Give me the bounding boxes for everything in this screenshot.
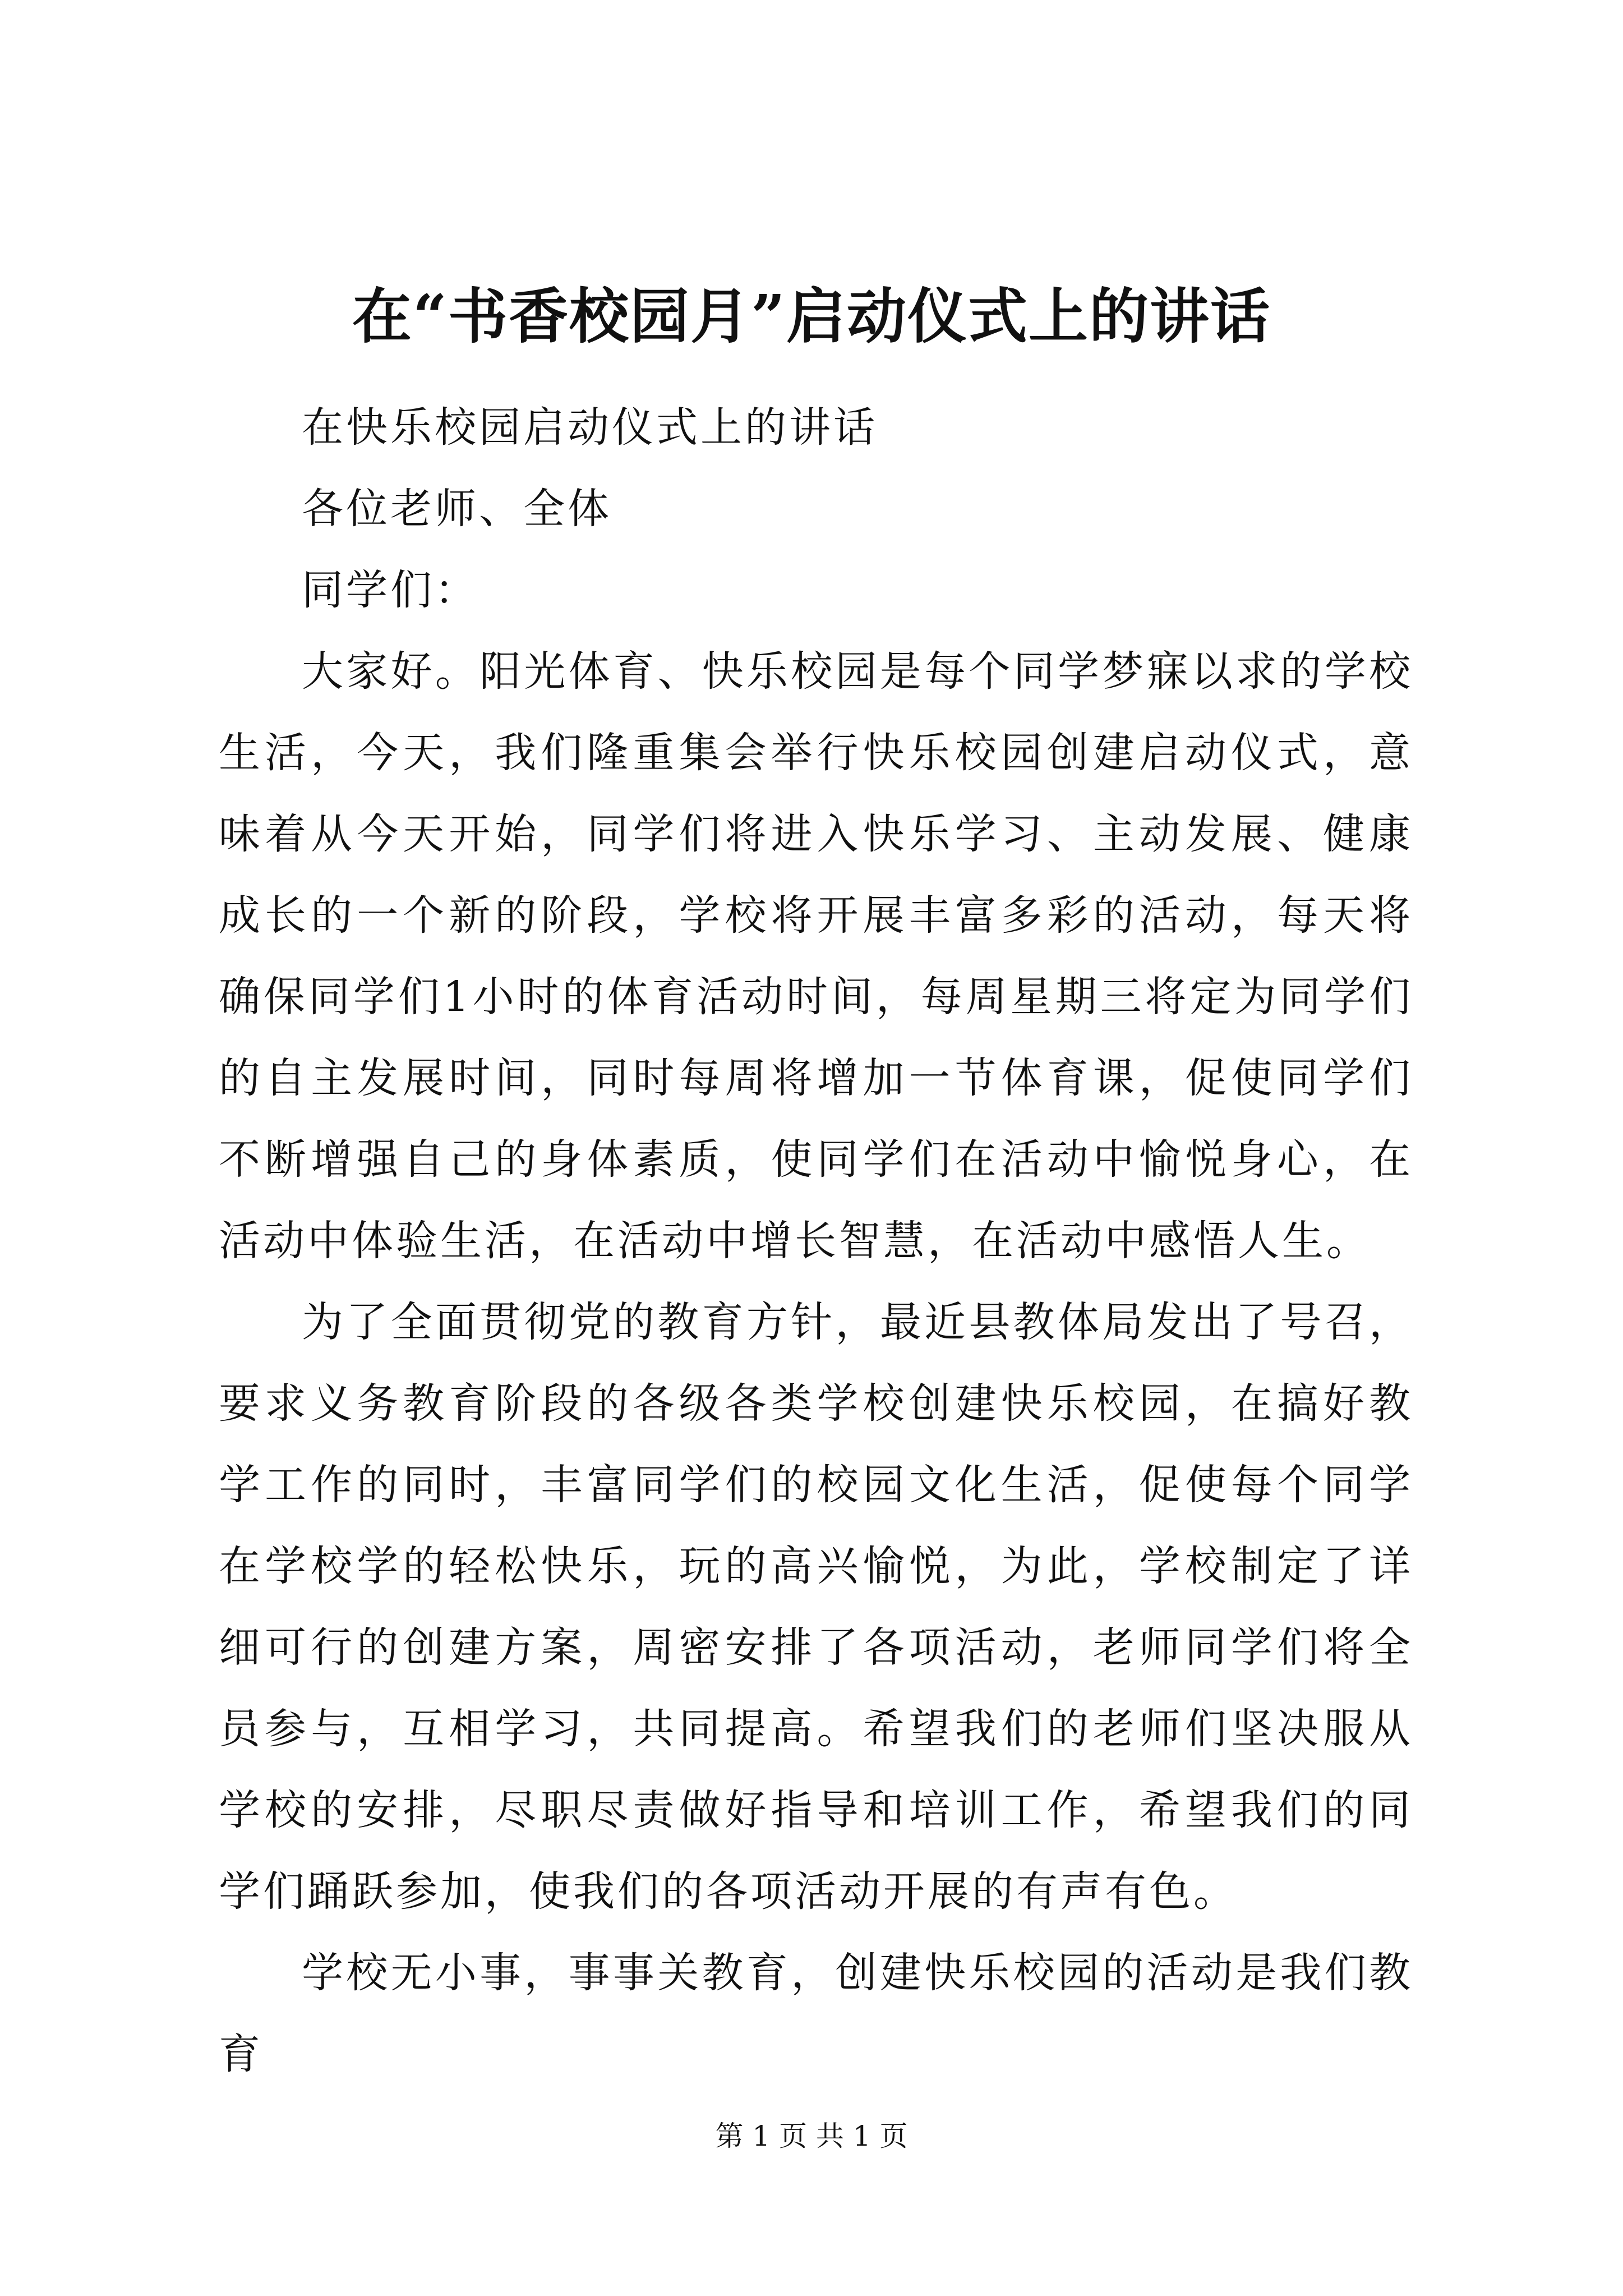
- paragraph-salutation: 各位老师、全体: [302, 485, 612, 533]
- paragraph-body: 大家好。阳光体育、快乐校园是每个同学梦寐以求的学校生活，今天，我们隆重集会举行快乐校园创建启动仪式，意味着从今天开始，同学们将进入快乐学习、主动发展、健康成长的一个新的阶段，学校将开展丰富多彩的活动，每天将确保同学们1小时的体育活动时间，每周星期三将定为同学们的自主发展时间，同时每周将增加一节体育课，促使同学们不断增强自己的身体素质，使同学们在活动中愉悦身心，在活动中体验生活，在活动中增长智慧，在活动中感悟人生。: [219, 647, 1413, 1265]
- paragraph-body: 学校无小事，事事关教育，创建快乐校园的活动是我们教育: [219, 1949, 1413, 2078]
- paragraph-salutation-cont: 同学们：: [302, 566, 479, 614]
- document-title: 在“书香校园月”启动仪式上的讲话: [352, 281, 1271, 351]
- paragraph-subtitle: 在快乐校园启动仪式上的讲话: [302, 403, 878, 452]
- paragraph-body: 为了全面贯彻党的教育方针，最近县教体局发出了号召，要求义务教育阶段的各级各类学校创建快乐校园，在搞好教学工作的同时，丰富同学们的校园文化生活，促使每个同学在学校学的轻松快乐，玩的高兴愉悦，为此，学校制定了详细可行的创建方案，周密安排了各项活动，老师同学们将全员参与，互相学习，共同提高。希望我们的老师们坚决服从学校的安排，尽职尽责做好指导和培训工作，希望我们的同学们踊跃参加，使我们的各项活动开展的有声有色。: [219, 1298, 1413, 1916]
- page-footer: 第 1 页 共 1 页: [715, 2120, 908, 2152]
- document-body: [219, 387, 1413, 2095]
